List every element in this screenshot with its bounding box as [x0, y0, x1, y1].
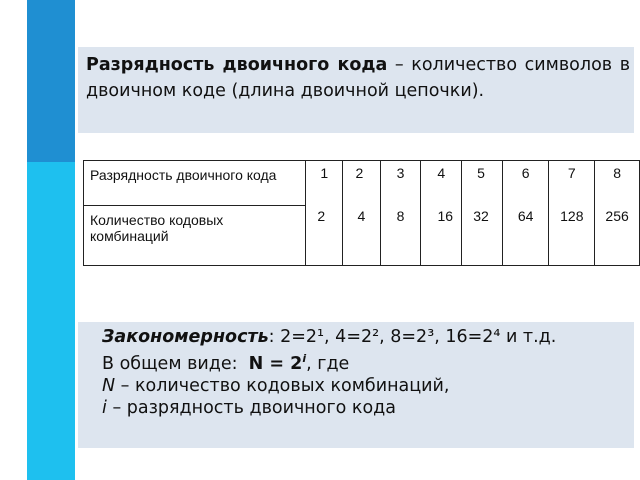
- combos-value: 32: [473, 208, 489, 224]
- pattern-line-general: [86, 348, 632, 375]
- decor-bar-light: [27, 162, 75, 480]
- binary-code-table: [83, 160, 640, 266]
- bits-value: 3: [396, 165, 405, 181]
- formula-exponent: i: [302, 352, 307, 365]
- pattern-examples: : 2=2¹, 4=2², 8=2³, 16=2⁴ и т.д.: [268, 327, 557, 347]
- col-5: [462, 161, 503, 266]
- col-7: [549, 161, 595, 266]
- row-label-combos: Количество кодовых комбинаций: [84, 206, 306, 266]
- combos-value: 64: [517, 208, 534, 224]
- general-suffix: , где: [306, 353, 350, 374]
- bits-value: 5: [477, 165, 485, 181]
- combos-value: 4: [357, 208, 366, 224]
- formula-base: N = 2: [248, 353, 303, 374]
- n-variable: N: [102, 375, 116, 396]
- i-description: – разрядность двоичного кода: [106, 397, 397, 418]
- decor-bar-dark: [27, 0, 75, 162]
- definition-body: – количество символов в двоичном коде (длина двоичной цепочки).: [86, 55, 631, 101]
- pattern-line-i: [86, 397, 632, 419]
- pattern-text: [86, 326, 632, 419]
- pattern-title: Закономерность: [102, 327, 269, 347]
- bits-value: 8: [613, 165, 621, 181]
- col-1: [306, 161, 343, 266]
- col-3: [380, 161, 421, 266]
- col-8: [595, 161, 640, 266]
- general-prefix: В общем виде:: [102, 353, 249, 374]
- definition-term: Разрядность двоичного кода: [86, 55, 388, 75]
- bits-value: 1: [320, 165, 329, 181]
- bits-value: 6: [521, 165, 530, 181]
- n-description: – количество кодовых комбинаций,: [115, 375, 450, 396]
- pattern-line-n: [86, 375, 632, 397]
- combos-value: 256: [605, 208, 629, 224]
- definition-text: [86, 52, 630, 104]
- combos-value: 16: [437, 208, 454, 224]
- combos-value: 128: [560, 208, 584, 224]
- col-4: [421, 161, 462, 266]
- bits-value: 4: [437, 165, 446, 181]
- pattern-line-1: [86, 326, 632, 348]
- i-variable: i: [102, 397, 107, 418]
- bits-value: 7: [567, 165, 576, 181]
- combos-value: 8: [396, 208, 405, 224]
- col-6: [502, 161, 549, 266]
- formula: [249, 354, 306, 374]
- combos-value: 2: [317, 208, 326, 224]
- bits-value: 2: [355, 165, 364, 181]
- row-label-bits: Разрядность двоичного кода: [84, 161, 306, 206]
- col-2: [343, 161, 381, 266]
